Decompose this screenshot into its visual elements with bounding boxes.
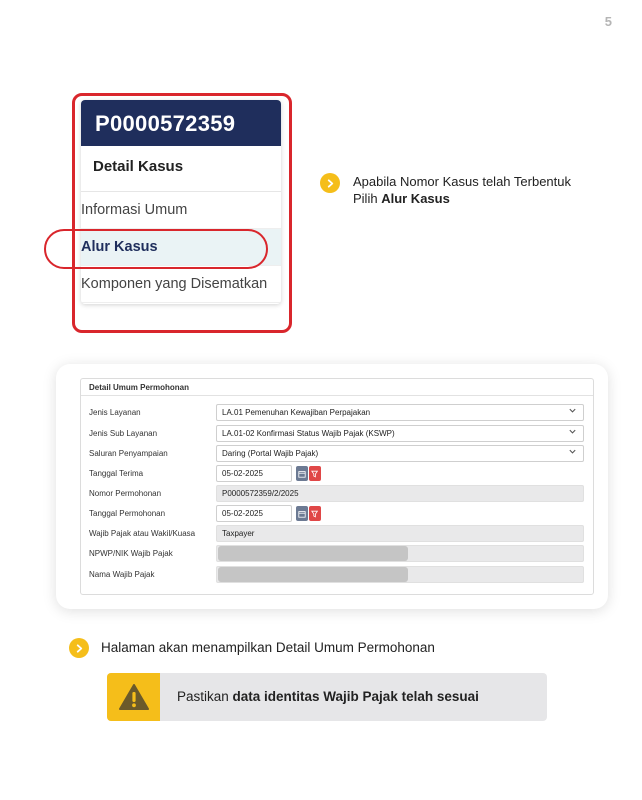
case-card — [81, 100, 281, 304]
readonly-nomor-permohonan: P0000572359/2/2025 — [216, 485, 584, 502]
row-jenis-sub-layanan — [81, 425, 593, 443]
row-jenis-layanan — [81, 404, 593, 422]
callout-detail-umum — [69, 638, 435, 658]
row-wajib-pajak-wakil — [81, 525, 593, 543]
date-input-tanggal-permohonan[interactable]: 05-02-2025 — [216, 505, 292, 522]
select-value: LA.01-02 Konfirmasi Status Wajib Pajak (KSWP) — [222, 429, 395, 438]
label-npwp-nik: NPWP/NIK Wajib Pajak — [89, 549, 173, 558]
row-nomor-permohonan — [81, 485, 593, 503]
row-tanggal-terima — [81, 465, 593, 483]
case-detail-title: Detail Kasus — [81, 146, 281, 192]
chevron-down-icon — [568, 427, 577, 438]
callout-line-2-prefix: Pilih — [353, 191, 382, 206]
select-value: LA.01 Pemenuhan Kewajiban Perpajakan — [222, 408, 371, 417]
calendar-icon — [298, 470, 306, 478]
callout-select-alur — [320, 173, 571, 207]
warning-banner — [107, 673, 547, 721]
filter-clear-icon — [311, 470, 319, 478]
redacted-block — [218, 546, 408, 561]
form-title: Detail Umum Permohonan — [81, 379, 593, 396]
detail-umum-form — [80, 378, 594, 595]
select-saluran-penyampaian[interactable] — [216, 445, 584, 462]
select-jenis-sub-layanan[interactable] — [216, 425, 584, 442]
warning-bold: data identitas Wajib Pajak telah sesuai — [232, 689, 479, 704]
label-nomor-permohonan: Nomor Permohonan — [89, 489, 162, 498]
case-number-header: P0000572359 — [81, 100, 281, 146]
chevron-right-icon — [320, 173, 340, 193]
row-npwp-nik — [81, 545, 593, 563]
warning-icon-box — [107, 673, 160, 721]
chevron-right-icon — [69, 638, 89, 658]
warning-triangle-icon — [118, 683, 150, 711]
warning-text — [177, 689, 479, 704]
label-jenis-sub-layanan: Jenis Sub Layanan — [89, 429, 158, 438]
alur-kasus-highlight-ring — [44, 229, 268, 269]
label-saluran-penyampaian: Saluran Penyampaian — [89, 449, 168, 458]
calendar-button[interactable] — [296, 506, 308, 521]
row-tanggal-permohonan — [81, 505, 593, 523]
label-tanggal-terima: Tanggal Terima — [89, 469, 144, 478]
row-saluran-penyampaian — [81, 445, 593, 463]
nav-item-alur-kasus[interactable]: Alur Kasus — [81, 229, 281, 266]
chevron-down-icon — [568, 447, 577, 458]
clear-filter-button[interactable] — [309, 466, 321, 481]
select-value: Daring (Portal Wajib Pajak) — [222, 449, 319, 458]
row-nama-wajib-pajak — [81, 566, 593, 584]
callout-text — [353, 173, 571, 207]
nav-item-informasi-umum[interactable]: Informasi Umum — [81, 192, 281, 229]
label-nama-wajib-pajak: Nama Wajib Pajak — [89, 570, 155, 579]
label-tanggal-permohonan: Tanggal Permohonan — [89, 509, 166, 518]
filter-clear-icon — [311, 510, 319, 518]
nav-item-komponen[interactable]: Komponen yang Disematkan — [81, 266, 281, 303]
warning-prefix: Pastikan — [177, 689, 233, 704]
callout-2-text: Halaman akan menampilkan Detail Umum Permohonan — [101, 640, 435, 655]
calendar-icon — [298, 510, 306, 518]
callout-line-1: Apabila Nomor Kasus telah Terbentuk — [353, 174, 571, 189]
redacted-block — [218, 567, 408, 582]
label-jenis-layanan: Jenis Layanan — [89, 408, 141, 417]
page-number: 5 — [604, 14, 612, 29]
chevron-down-icon — [568, 406, 577, 417]
callout-line-2-bold: Alur Kasus — [381, 191, 450, 206]
select-jenis-layanan[interactable] — [216, 404, 584, 421]
clear-filter-button[interactable] — [309, 506, 321, 521]
label-wajib-pajak-wakil: Wajib Pajak atau Wakil/Kuasa — [89, 529, 196, 538]
callout-line-2 — [353, 190, 571, 207]
calendar-button[interactable] — [296, 466, 308, 481]
date-input-tanggal-terima[interactable]: 05-02-2025 — [216, 465, 292, 482]
readonly-wajib-pajak-wakil: Taxpayer — [216, 525, 584, 542]
